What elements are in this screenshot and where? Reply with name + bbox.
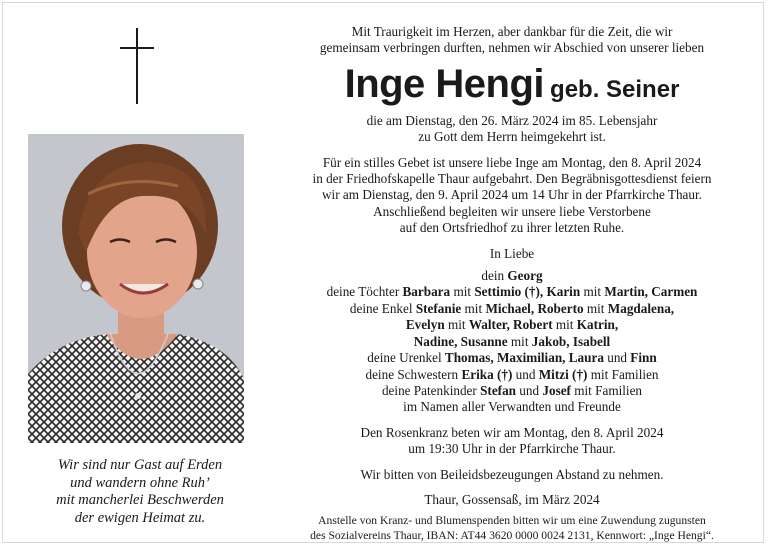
place-date: Thaur, Gossensaß, im März 2024 — [424, 491, 600, 507]
family-name: Stefan — [480, 382, 516, 398]
family-name: Georg — [507, 268, 543, 284]
donation-line: Anstelle von Kranz- und Blumenspenden bitten wir um eine Zuwendung zugunsten — [318, 514, 706, 528]
family-name: Walter, Robert — [468, 317, 553, 333]
family-text: deine Urenkel — [367, 350, 445, 366]
family-line — [262, 334, 762, 350]
family-text: deine Töchter — [326, 284, 403, 300]
funeral-line: auf den Ortsfriedhof zu ihrer letzten Ruhe. — [399, 220, 625, 236]
rosary-line: Den Rosenkranz beten wir am Montag, den 8. April 2024 — [360, 424, 664, 440]
in-liebe: In Liebe — [489, 245, 535, 261]
family-name: Jakob, Isabell — [531, 333, 611, 349]
family-line — [262, 383, 762, 399]
family-text: und — [603, 350, 631, 366]
family-text: mit — [450, 284, 475, 300]
portrait-photo — [28, 134, 244, 443]
deceased-name-row — [262, 61, 762, 107]
family-name: Thomas, Maximilian, Laura — [444, 350, 604, 366]
family-name: Martin, Carmen — [604, 284, 698, 300]
intro-line: gemeinsam verbringen durften, nehmen wir Abschied von unserer lieben — [319, 40, 705, 56]
poem-line: mit mancherlei Beschwerden — [56, 492, 224, 508]
family-text: mit — [580, 284, 605, 300]
family-name: Stefanie — [415, 300, 462, 316]
family-text: mit Familien — [587, 366, 659, 382]
family-line — [262, 399, 762, 415]
family-text: deine Patenkinder — [381, 382, 481, 398]
poem — [20, 457, 260, 527]
donation-line: des Sozialvereins Thaur, IBAN: AT44 3620 0000 0024 2131, Kennwort: „Inge Hengi“. — [310, 528, 714, 542]
funeral-line: in der Friedhofskapelle Thaur aufgebahrt. Den Begräbnisgottesdienst feiern — [312, 171, 712, 187]
family-text: mit — [552, 317, 577, 333]
family-line — [262, 301, 762, 317]
family-text: mit — [583, 300, 608, 316]
birth-name: geb. Seiner — [550, 75, 680, 103]
deceased-name: Inge Hengi — [344, 61, 545, 106]
family-text: und — [512, 366, 539, 382]
family-name: Michael, Roberto — [485, 300, 584, 316]
poem-line: und wandern ohne Ruh’ — [70, 474, 210, 491]
family-line — [262, 350, 762, 366]
family-line — [262, 367, 762, 383]
obituary-text — [262, 24, 762, 544]
poem-line: der ewigen Heimat zu. — [74, 509, 206, 526]
family-name: Erika (†) — [461, 366, 513, 382]
funeral-line: wir am Dienstag, den 9. April 2024 um 14 Uhr in der Pfarrkirche Thaur. — [322, 187, 702, 203]
family-text: deine Schwestern — [365, 366, 462, 382]
family-list — [262, 268, 762, 416]
family-text: deine Enkel — [349, 300, 416, 316]
poem-line: Wir sind nur Gast auf Erden — [57, 457, 223, 473]
death-line: zu Gott dem Herrn heimgekehrt ist. — [418, 129, 606, 145]
family-line — [262, 284, 762, 300]
family-name: Nadine, Susanne — [413, 333, 508, 349]
family-name: Katrin, — [576, 317, 619, 333]
family-text: dein — [481, 268, 508, 284]
family-text: im Namen aller Verwandten und Freunde — [403, 399, 621, 415]
family-line — [262, 317, 762, 333]
intro-line: Mit Traurigkeit im Herzen, aber dankbar für die Zeit, die wir — [351, 24, 673, 39]
funeral-line: Anschließend begleiten wir unsere liebe Verstorbene — [373, 203, 651, 219]
family-name: Finn — [630, 350, 657, 366]
family-name: Barbara — [402, 284, 451, 300]
family-name: Evelyn — [405, 317, 445, 333]
cross-icon — [120, 28, 154, 104]
family-name: Mitzi (†) — [538, 366, 588, 382]
family-text: mit — [461, 300, 486, 316]
condolence-note: Wir bitten von Beileidsbezeugungen Abstand zu nehmen. — [360, 466, 664, 482]
family-text: mit — [444, 317, 469, 333]
family-name: Josef — [542, 382, 571, 398]
family-line — [262, 268, 762, 284]
family-text: mit Familien — [570, 382, 643, 398]
family-text: und — [516, 382, 543, 398]
family-name: Magdalena, — [607, 300, 675, 316]
funeral-line: Für ein stilles Gebet ist unsere liebe Inge am Montag, den 8. April 2024 — [322, 154, 702, 170]
family-name: Settimio (†), Karin — [474, 284, 581, 300]
death-line: die am Dienstag, den 26. März 2024 im 85. Lebensjahr — [366, 112, 658, 128]
family-text: mit — [507, 333, 532, 349]
rosary-line: um 19:30 Uhr in der Pfarrkirche Thaur. — [408, 441, 616, 457]
